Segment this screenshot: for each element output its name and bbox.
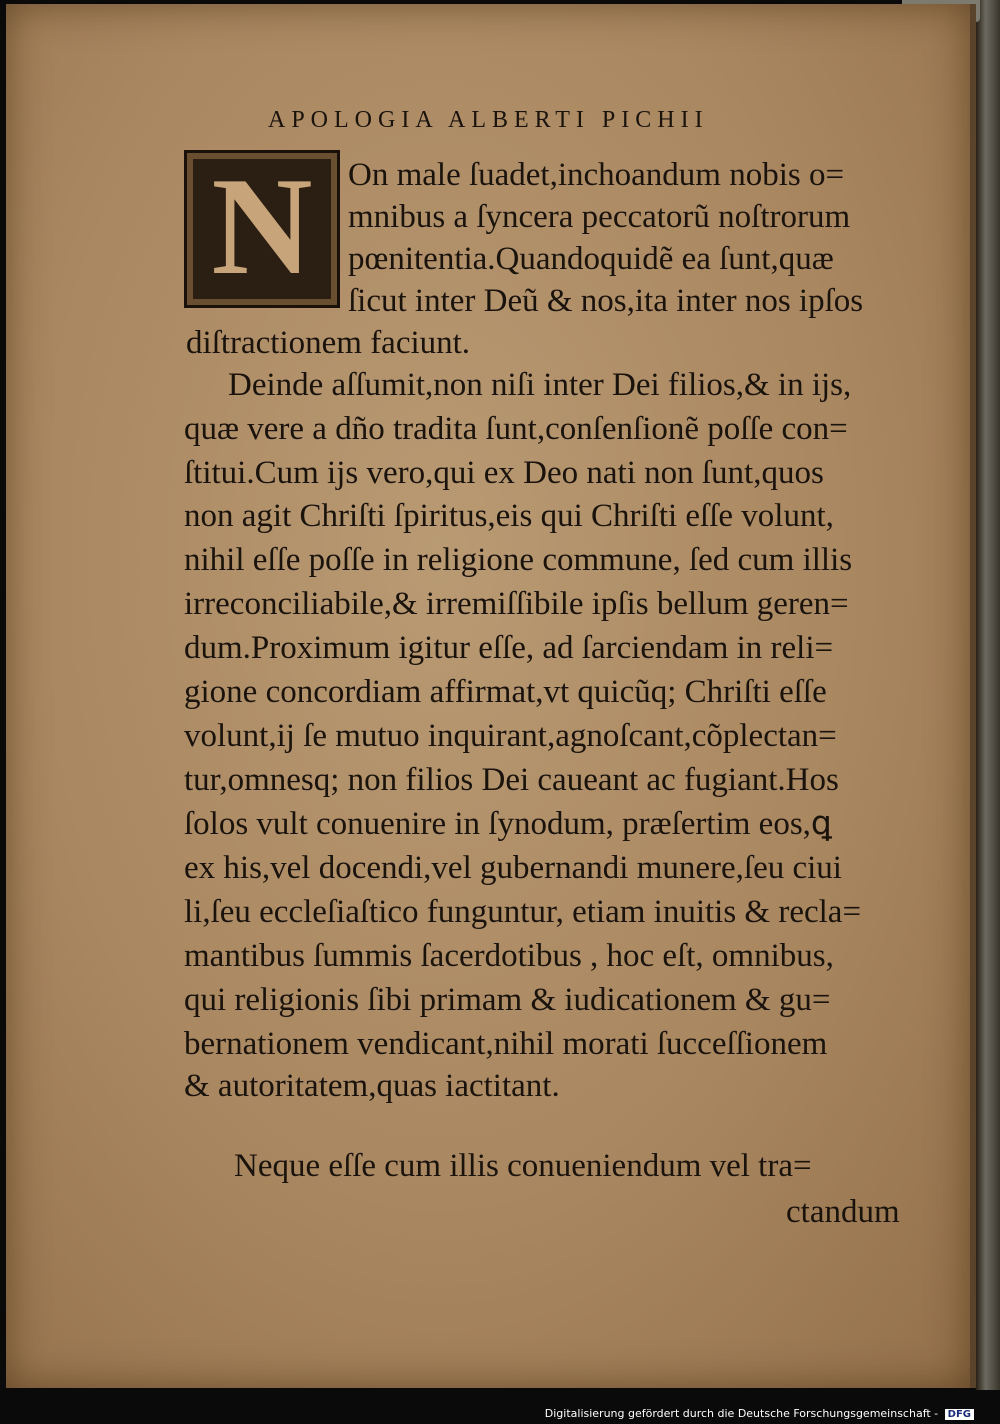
text-line: tur,omnesq; non filios Dei caueant ac fugiant.Hos	[184, 762, 839, 798]
text-line: pœnitentia.Quandoquidẽ ea ſunt,quæ	[348, 241, 834, 277]
text-line: dum.Proximum igitur eſſe, ad ſarciendam in reli=	[184, 630, 834, 666]
running-head: APOLOGIA ALBERTI PICHII	[268, 107, 709, 133]
text-line: On male ſuadet,inchoandum nobis o=	[348, 157, 845, 193]
text-line: irreconciliabile,& irremiſſibile ipſis bellum geren=	[184, 586, 849, 622]
text-line: non agit Chriſti ſpiritus,eis qui Chriſti eſſe volunt,	[184, 498, 834, 534]
decorated-initial	[184, 150, 340, 308]
dfg-logo: DFG	[945, 1409, 974, 1420]
text-line: volunt,ij ſe mutuo inquirant,agnoſcant,cõplectan=	[184, 718, 837, 754]
text-line: gione concordiam affirmat,vt quicũq; Chriſti eſſe	[184, 674, 827, 710]
text-line: quæ vere a dño tradita ſunt,conſenſionẽ poſſe con=	[184, 411, 848, 447]
text-line: mantibus ſummis ſacerdotibus , hoc eſt, omnibus,	[184, 938, 834, 974]
catchword-line: Neque eſſe cum illis conueniendum vel tra=	[234, 1148, 812, 1184]
book-edge	[976, 0, 1000, 1390]
text-line: & autoritatem,quas iactitant.	[184, 1068, 560, 1104]
text-line: ſolos vult conuenire in ſynodum, præſertim eos,ꝗ	[184, 806, 832, 842]
initial-letter: N	[211, 149, 313, 304]
text-line: Deinde aſſumit,non niſi inter Dei filios,& in ijs,	[228, 367, 852, 403]
text-line: qui religionis ſibi primam & iudicationem & gu=	[184, 982, 831, 1018]
catchword: ctandum	[786, 1194, 900, 1230]
digitization-credit	[545, 1407, 974, 1420]
text-line: ex his,vel docendi,vel gubernandi munere,ſeu ciui	[184, 850, 842, 886]
text-line: nihil eſſe poſſe in religione commune, ſed cum illis	[184, 542, 853, 578]
text-line: bernationem vendicant,nihil morati ſucceſſionem	[184, 1026, 828, 1062]
text-line: diſtractionem faciunt.	[186, 325, 471, 361]
text-line: ſtitui.Cum ijs vero,qui ex Deo nati non ſunt,quos	[184, 455, 824, 491]
credit-text: Digitalisierung gefördert durch die Deutsche Forschungsgemeinschaft -	[544, 1407, 939, 1420]
text-line: ſicut inter Deũ & nos,ita inter nos ipſos	[348, 283, 864, 319]
text-line: mnibus a ſyncera peccatorũ noſtrorum	[348, 199, 851, 235]
text-line: li,ſeu eccleſiaſtico funguntur, etiam inuitis & recla=	[184, 894, 862, 930]
